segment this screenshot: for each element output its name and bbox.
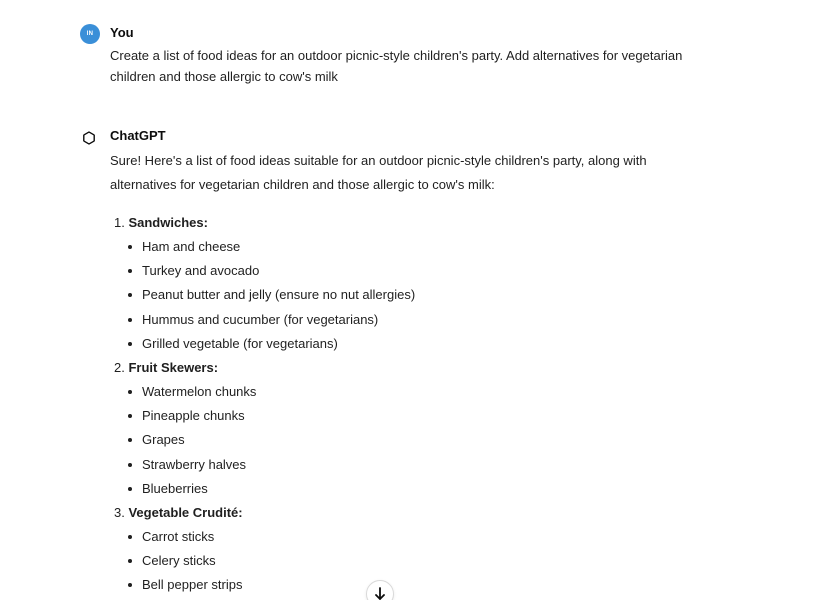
bullet-icon [128, 293, 132, 297]
list-item [114, 332, 674, 356]
arrow-down-icon [374, 586, 386, 600]
bullet-icon [128, 487, 132, 491]
openai-logo-icon [80, 129, 98, 147]
list-item [114, 428, 674, 452]
list-item-text: Bell pepper strips [142, 577, 243, 593]
bullet-icon [128, 342, 132, 346]
list-item [114, 573, 674, 597]
section-title [114, 211, 674, 235]
section-number: 1. [114, 215, 125, 230]
list-item-text: Turkey and avocado [142, 263, 260, 279]
list-item-text: Blueberries [142, 480, 208, 496]
bullet-icon [128, 269, 132, 273]
list-item-text: Peanut butter and jelly (ensure no nut allergies) [142, 287, 416, 303]
section-number: 2. [114, 359, 125, 375]
section-name: Fruit Skewers: [128, 359, 219, 375]
list-item [114, 259, 674, 283]
bullet-icon [128, 535, 132, 539]
list-item-text: Pineapple chunks [142, 408, 245, 424]
list-item-text: Hummus and cucumber (for vegetarians) [142, 311, 379, 327]
list-item [114, 283, 674, 307]
list-item [114, 453, 674, 477]
bullet-icon [128, 583, 132, 587]
user-author-label: You [110, 25, 134, 40]
list-item-text: Grilled vegetable (for vegetarians) [142, 335, 338, 351]
list-item [114, 380, 674, 404]
food-ideas-list [114, 211, 674, 597]
list-item-text: Grapes [142, 432, 185, 448]
assistant-intro-text: Sure! Here's a list of food ideas suitable for an outdoor picnic-style children's party, along with alternatives for vegetarian children and those allergic to cow's milk: [110, 153, 647, 192]
bullet-icon [128, 438, 132, 442]
user-avatar: IN [80, 24, 100, 44]
list-item-text: Carrot sticks [142, 528, 215, 544]
list-item-text: Watermelon chunks [142, 383, 257, 399]
section-name: Vegetable Crudité: [128, 504, 243, 520]
list-item [114, 404, 674, 428]
list-item-text: Celery sticks [142, 553, 216, 569]
bullet-icon [128, 318, 132, 322]
list-item-text: Strawberry halves [142, 456, 247, 472]
list-item [114, 477, 674, 501]
section-name: Sandwiches: [128, 215, 208, 230]
user-message-text: Create a list of food ideas for an outdoor picnic-style children's party. Add alternatives for vegetarian children and those allergic to cow's milk [110, 48, 683, 84]
bullet-icon [128, 245, 132, 249]
list-item [114, 235, 674, 259]
bullet-icon [128, 390, 132, 394]
section-number: 3. [114, 504, 125, 520]
bullet-icon [128, 414, 132, 418]
list-item [114, 525, 674, 549]
list-item [114, 308, 674, 332]
bullet-icon [128, 463, 132, 467]
section-title [114, 356, 674, 380]
section-title [114, 501, 674, 525]
scroll-to-bottom-button[interactable] [366, 580, 394, 600]
list-item-text: Ham and cheese [142, 239, 241, 254]
list-item [114, 549, 674, 573]
assistant-author-label: ChatGPT [110, 128, 166, 143]
bullet-icon [128, 559, 132, 563]
